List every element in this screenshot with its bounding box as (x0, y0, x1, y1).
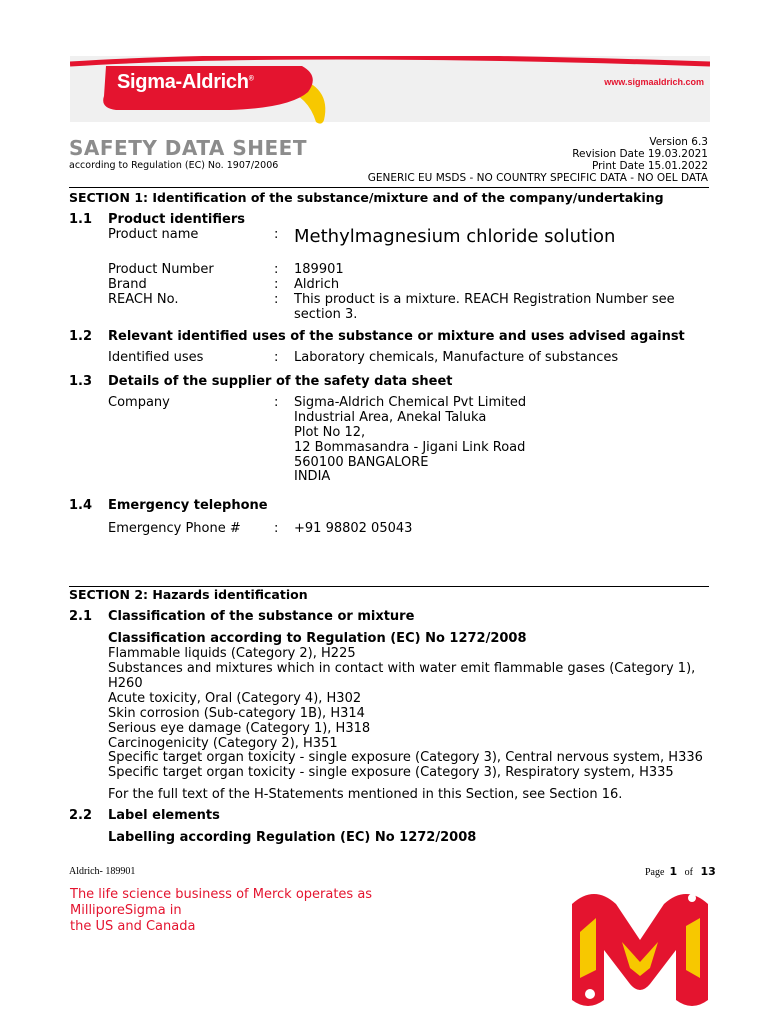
page-indicator: Page 1 of 13 (645, 865, 716, 878)
company-address-5: 560100 BANGALORE (294, 455, 429, 470)
company-address-6: INDIA (294, 469, 331, 484)
s12-number: 1.2 (69, 329, 93, 344)
hazard-line: Specific target organ toxicity - single exposure (Category 3), Central nervous system, H336 (108, 750, 703, 765)
company-address-3: Plot No 12, (294, 425, 366, 440)
s14-title: Emergency telephone (108, 498, 268, 513)
s13-number: 1.3 (69, 374, 93, 389)
hazard-line: Flammable liquids (Category 2), H225 (108, 646, 356, 661)
hazard-line: Carcinogenicity (Category 2), H351 (108, 736, 338, 751)
h-statements-note: For the full text of the H-Statements mentioned in this Section, see Section 16. (108, 787, 623, 802)
print-date: Print Date 15.01.2022 (591, 160, 708, 172)
generic-note: GENERIC EU MSDS - NO COUNTRY SPECIFIC DATA - NO OEL DATA (367, 172, 708, 184)
colon: : (274, 395, 279, 410)
revision-date: Revision Date 19.03.2021 (572, 148, 708, 160)
section2-heading: SECTION 2: Hazards identification (69, 587, 308, 602)
colon: : (274, 521, 279, 536)
hazard-line: Specific target organ toxicity - single exposure (Category 3), Respiratory system, H335 (108, 765, 674, 780)
s11-title: Product identifiers (108, 212, 245, 227)
hazard-line: Substances and mixtures which in contact with water emit flammable gases (Category 1), (108, 661, 696, 676)
colon: : (274, 227, 279, 242)
product-number-label: Product Number (108, 262, 214, 277)
s22-title: Label elements (108, 808, 220, 823)
company-address-4: 12 Bommasandra - Jigani Link Road (294, 440, 526, 455)
product-name: Methylmagnesium chloride solution (294, 226, 616, 247)
s22-number: 2.2 (69, 808, 93, 823)
product-number: 189901 (294, 262, 344, 277)
merck-logo (566, 882, 716, 1012)
hazard-line: Skin corrosion (Sub-category 1B), H314 (108, 706, 365, 721)
emergency-phone: +91 98802 05043 (294, 521, 413, 536)
s22-subtitle: Labelling according Regulation (EC) No 1272/2008 (108, 830, 477, 845)
product-name-label: Product name (108, 227, 199, 242)
colon: : (274, 350, 279, 365)
phone-label: Emergency Phone # (108, 521, 241, 536)
colon: : (274, 292, 279, 307)
brand-name: Sigma-Aldrich® (117, 71, 254, 93)
regulation-subtitle: according to Regulation (EC) No. 1907/2006 (69, 160, 279, 171)
company-label: Company (108, 395, 170, 410)
hazard-line: H260 (108, 676, 143, 691)
hazard-line: Serious eye damage (Category 1), H318 (108, 721, 371, 736)
merck-notice: The life science business of Merck operates as MilliporeSigma in the US and Canada (70, 887, 373, 934)
colon: : (274, 277, 279, 292)
s21-subtitle: Classification according to Regulation (EC) No 1272/2008 (108, 631, 527, 646)
company-address-2: Industrial Area, Anekal Taluka (294, 410, 487, 425)
uses-value: Laboratory chemicals, Manufacture of substances (294, 350, 619, 365)
website-url[interactable]: www.sigmaaldrich.com (604, 77, 704, 87)
brand-label: Brand (108, 277, 147, 292)
section1-heading: SECTION 1: Identification of the substance/mixture and of the company/undertaking (69, 190, 664, 205)
divider (69, 187, 709, 188)
s13-title: Details of the supplier of the safety data sheet (108, 374, 453, 389)
s21-number: 2.1 (69, 609, 93, 624)
s12-title: Relevant identified uses of the substance or mixture and uses advised against (108, 329, 685, 344)
hazard-line: Acute toxicity, Oral (Category 4), H302 (108, 691, 362, 706)
document-title: SAFETY DATA SHEET (69, 136, 307, 160)
uses-label: Identified uses (108, 350, 204, 365)
reach-line-1: This product is a mixture. REACH Registration Number see (294, 292, 675, 307)
s14-number: 1.4 (69, 498, 93, 513)
s11-number: 1.1 (69, 212, 93, 227)
footer-product-ref: Aldrich- 189901 (69, 866, 136, 877)
company-address-1: Sigma-Aldrich Chemical Pvt Limited (294, 395, 527, 410)
version: Version 6.3 (649, 136, 708, 148)
colon: : (274, 262, 279, 277)
reach-label: REACH No. (108, 292, 179, 307)
brand-value: Aldrich (294, 277, 340, 292)
s21-title: Classification of the substance or mixture (108, 609, 415, 624)
reach-line-2: section 3. (294, 307, 358, 322)
